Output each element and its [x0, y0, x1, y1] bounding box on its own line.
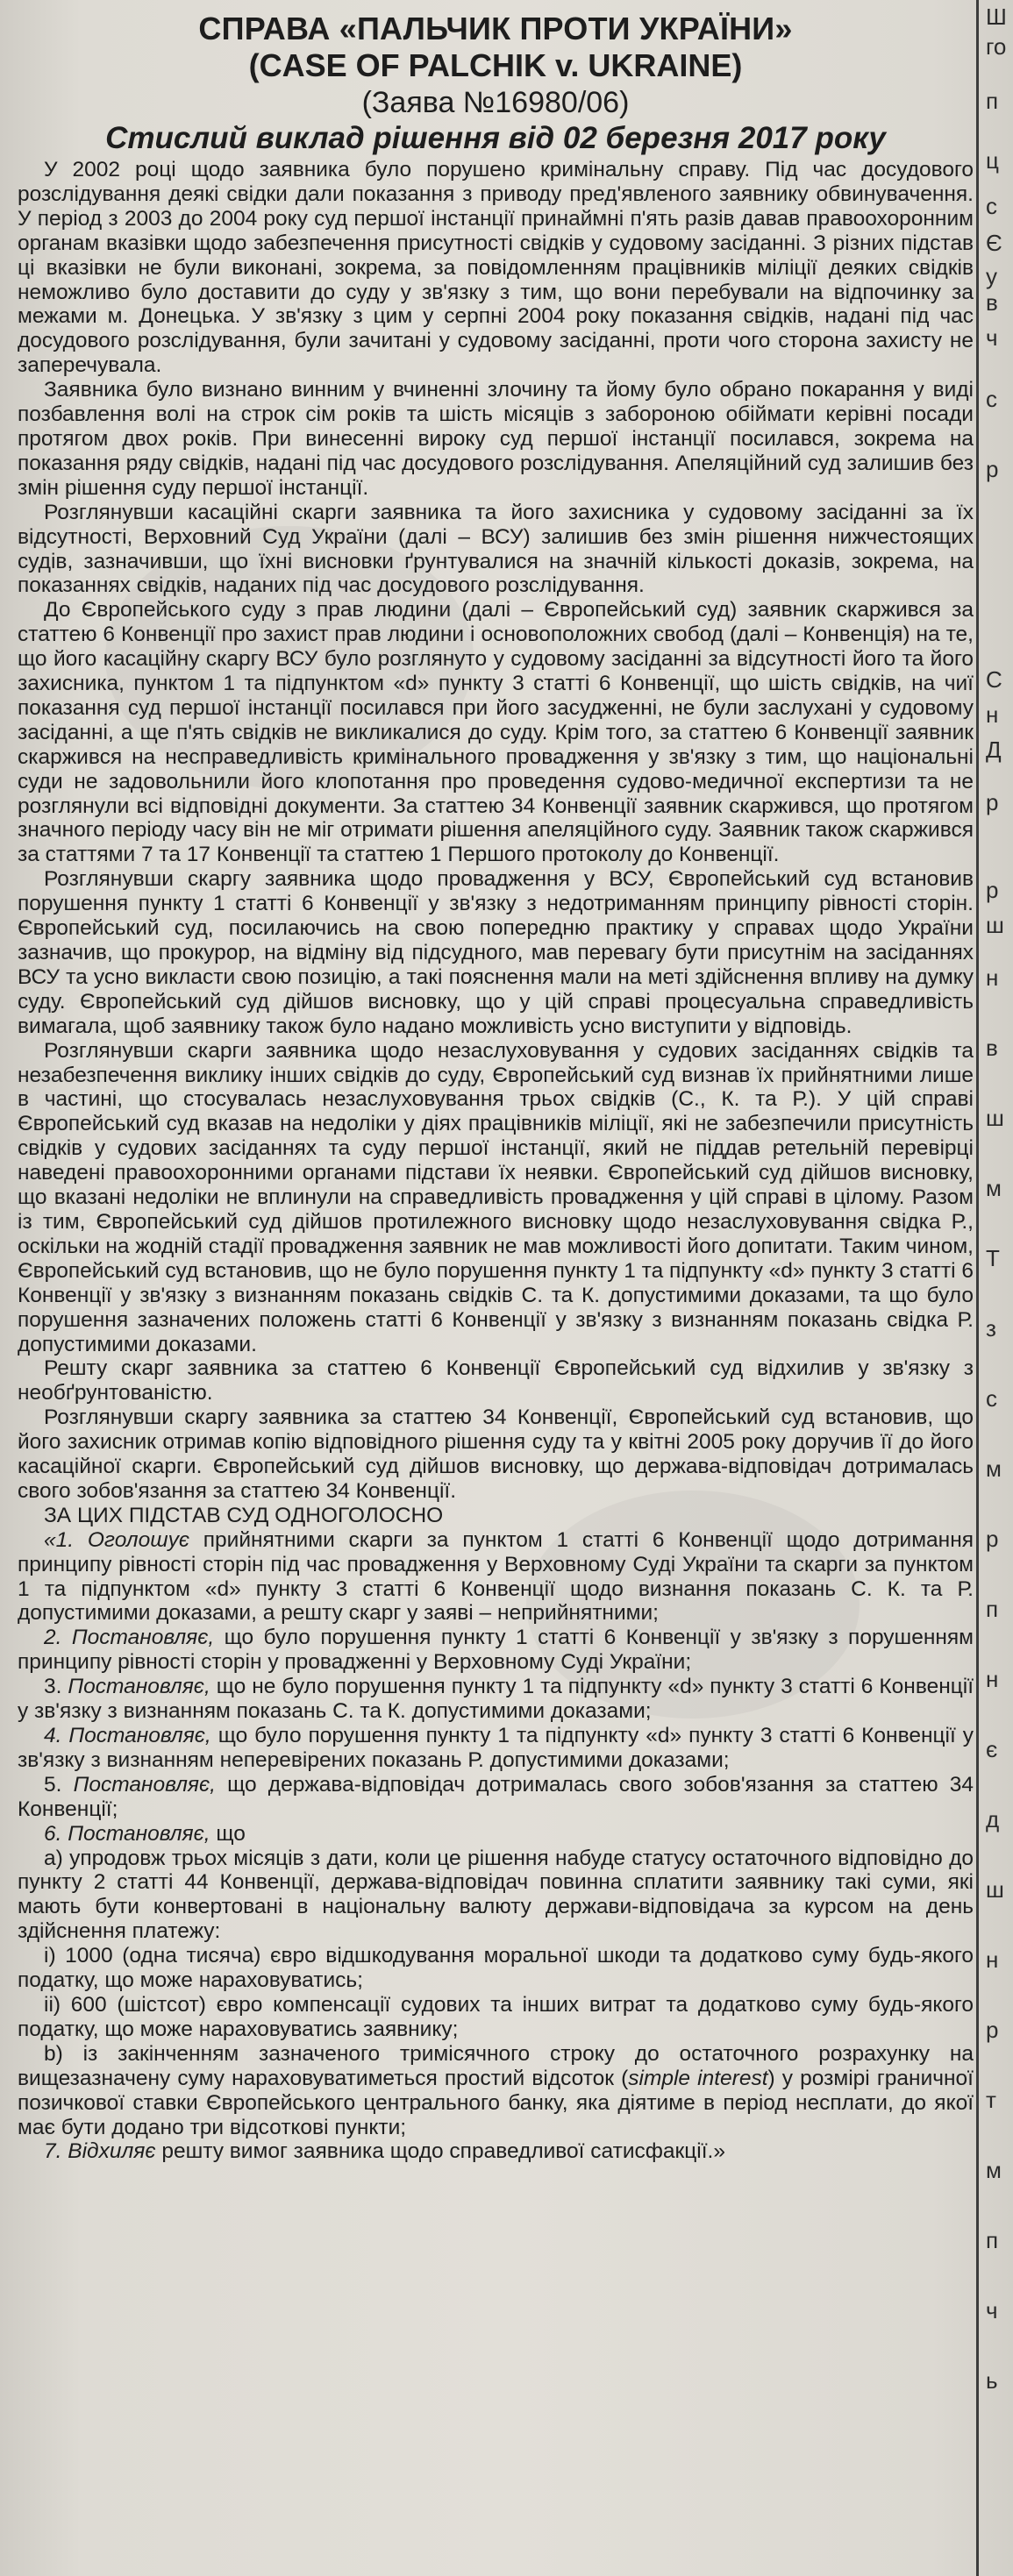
item-verb: Постановляє, — [68, 1675, 210, 1699]
resolution-item-4 — [18, 1724, 974, 1773]
item-number: 6. — [44, 1821, 62, 1846]
item-text: ) у розмірі граничної позичкової ставки Європейського центрального банку, яка діятиме в період несплати, до якої має бути додано три відсоткові пункти; — [18, 2066, 974, 2139]
paragraph: Решту скарг заявника за статтею 6 Конвенції Європейський суд відхилив у зв'язку з необґрунтованістю. — [18, 1356, 974, 1405]
neighbor-text-fragment: в — [986, 1035, 998, 1061]
item-verb: Оголошує — [87, 1527, 189, 1552]
neighbor-text-fragment: р — [986, 877, 999, 903]
item-text: решту вимог заявника щодо справедливої сатисфакції.» — [161, 2139, 725, 2164]
item-number: 2. — [44, 1626, 62, 1650]
neighbor-text-fragment: с — [986, 386, 997, 412]
item-text: що — [216, 1821, 246, 1846]
resolution-item-5 — [18, 1773, 974, 1822]
resolution-item-2 — [18, 1626, 974, 1675]
neighbor-text-fragment: с — [986, 1385, 997, 1412]
neighbor-text-fragment: з — [986, 1315, 996, 1341]
neighbor-text-fragment: ч — [986, 324, 998, 351]
neighbor-text-fragment: ш — [986, 912, 1004, 938]
item-verb: Постановляє, — [71, 1626, 215, 1650]
neighbor-text-fragment: р — [986, 2017, 999, 2043]
resolution-item-3 — [18, 1675, 974, 1724]
neighbor-text-fragment: с — [986, 193, 997, 219]
neighbor-text-fragment: р — [986, 789, 999, 815]
item-verb: Постановляє, — [68, 1724, 211, 1747]
neighbor-text-fragment: ь — [986, 2367, 998, 2394]
neighbor-text-fragment: у — [986, 263, 997, 289]
item-number: 7. — [44, 2139, 62, 2164]
application-number: (Заява №16980/06) — [361, 86, 630, 119]
resolution-item-6 — [18, 1822, 974, 1847]
resolution-item-6a-ii: іі) 600 (шістсот) євро компенсації судових та інших витрат та додатково суму будь-якого податку, що може нараховуватись заявнику; — [18, 1992, 974, 2041]
neighbor-text-fragment: д — [986, 1806, 1000, 1832]
item-text: що було порушення пункту 1 та підпункту «d» пункту 3 статті 6 Конвенції у зв'язку з визнанням неперевірених показань Р. допустимими доказами; — [18, 1724, 974, 1772]
paragraph: Розглянувши касаційні скарги заявника та його захисника у судовому засіданні за їх відсутності, Верховний Суд України (далі – ВСУ) залишив без змін рішення нижчестоящих судів, зазначивши, що їхні висновки ґрунтувалися на значній кількості доказів, зокрема, на показаннях свідків, наданих під час досудового розслідування. — [18, 500, 974, 598]
neighbor-text-fragment: т — [986, 2087, 996, 2113]
item-verb: Відхиляє — [68, 2139, 156, 2164]
resolution-heading: ЗА ЦИХ ПІДСТАВ СУД ОДНОГОЛОСНО — [44, 1503, 444, 1527]
item-text: що було порушення пункту 1 статті 6 Конвенції у зв'язку з порушенням принципу рівності сторін у провадженні у Верховному Суді України; — [18, 1626, 974, 1675]
neighbor-text-fragment: п — [986, 88, 999, 114]
neighbor-text-fragment: н — [986, 964, 999, 991]
resolution-item-7 — [18, 2139, 974, 2164]
neighbor-text-fragment: н — [986, 701, 999, 728]
case-title-english: (CASE OF PALCHIK v. UKRAINE) — [248, 47, 743, 83]
neighbor-text-fragment: Є — [986, 230, 1002, 256]
neighbor-text-fragment: ч — [986, 2297, 998, 2323]
summary-title: Стислий виклад рішення від 02 березня 2017 року — [105, 121, 886, 155]
neighbor-text-fragment: го — [986, 33, 1007, 60]
neighbor-text-fragment: Ш — [986, 4, 1007, 30]
neighbor-text-fragment: н — [986, 1946, 999, 1973]
item-text: b) із закінченням зазначеного тримісячного строку до остаточного розрахунку на вищезазначену суму нараховуватиметься простий відсоток ( — [18, 2041, 974, 2090]
item-number: 5. — [44, 1772, 62, 1797]
neighbor-text-fragment: н — [986, 1666, 999, 1692]
neighbor-text-fragment: С — [986, 666, 1002, 693]
resolution-item-6b — [18, 2042, 974, 2140]
paragraph: Розглянувши скарги заявника щодо незаслуховування у судових засіданнях свідків та незабезпечення виклику інших свідків до суду, Європейський суд визнав їх прийнятними лише в частині, що стосувалась незаслуховування трьох свідків (С., К. та Р.). У цій справі Європейський суд вказав на недоліки у діях працівників міліції, які не забезпечили присутність свідків у судових засіданнях та суду першої інстанції, який не піддав ретельній перевірці наведені правоохоронними органами підстави їх неявки. Європейський суд дійшов висновку, що вказані недоліки не вплинули на справедливість провадження у цій справі в цілому. Разом із тим, Європейський суд дійшов протилежного висновку щодо незаслуховування свідка Р., оскільки на жодній стадії провадження заявник не мав можливості його допитати. Таким чином, Європейський суд встановив, що не було порушення пункту 1 та підпункту «d» пункту 3 статті 6 Конвенції у зв'язку з визнанням показань свідків С. та К. допустимими доказами, та що було порушення зазначених положень статті 6 Конвенції у зв'язку з визнанням показань свідка Р. допустимими доказами. — [18, 1038, 974, 1356]
neighbor-text-fragment: ш — [986, 1876, 1004, 1903]
neighbor-text-fragment: ш — [986, 1105, 1004, 1131]
item-number: «1. — [44, 1527, 75, 1552]
neighbor-text-fragment: м — [986, 2157, 1002, 2183]
case-title: СПРАВА «ПАЛЬЧИК ПРОТИ УКРАЇНИ» — [198, 11, 793, 46]
neighbor-text-fragment: м — [986, 1455, 1002, 1482]
item-text: прийнятними скарги за пунктом 1 статті 6 Конвенції щодо дотримання принципу рівності сторін під час провадження у Верховному Суді України та скарги за пунктом 1 та підпунктом «d» пункту 3 статті 6 Конвенції щодо визнання показань С. К. та Р. допустимими доказами, а решту скарг у заяві – неприйнятними; — [18, 1527, 974, 1626]
resolution-item-1 — [18, 1528, 974, 1626]
item-text: що не було порушення пункту 1 та підпункту «d» пункту 3 статті 6 Конвенції у зв'язку з визнанням показань С. та К. допустимими доказами; — [18, 1675, 974, 1724]
paragraph: До Європейського суду з прав людини (далі – Європейський суд) заявник скаржився за статтею 6 Конвенції про захист прав людини і основоположних свобод (далі – Конвенція) на те, що його касаційну скаргу ВСУ було розглянуто у судовому засіданні за відсутності його та його захисника, пунктом 1 та підпунктом «d» пункту 3 статті 6 Конвенції, що шість свідків, на чиї показання суд першої інстанції посилався при його засудженні, не були заслухані у судовому засіданні, а ще п'ять свідків не викликалися до суду. Крім того, за статтею 6 Конвенції заявник скаржився на несправедливість кримінального провадження у зв'язку з тим, що національні суди не задовольнили його клопотання про проведення судово-медичної експертизи та не розглянули всі відповідні документи. За статтею 34 Конвенції заявник скаржився, що протягом значного періоду часу він не міг отримати рішення апеляційного суду. Заявник також скаржився за статтями 7 та 17 Конвенції та статтею 1 Першого протоколу до Конвенції. — [18, 598, 974, 867]
neighbor-text-fragment: в — [986, 289, 998, 316]
neighbor-text-fragment: п — [986, 1596, 999, 1622]
neighbor-text-fragment: м — [986, 1175, 1002, 1201]
paragraph: У 2002 році щодо заявника було порушено кримінальну справу. Під час досудового розслідування деякі свідки дали показання з приводу пред'явленого заявнику обвинувачення. У період з 2003 до 2004 року суд першої інстанції принаймні п'ять разів давав правоохоронним органам вказівки щодо забезпечення присутності свідків у судовому засіданні. З різних підстав ці вказівки не були виконані, зокрема, за повідомленням працівників міліції деяких свідків неможливо було доставити до суду у зв'язку з тим, що вони перебували на відпочинку за межами м. Донецька. У зв'язку з цим у серпні 2004 року показання свідків, надані під час досудового розслідування, були зачитані у судовому засіданні, проти чого сторона захисту не заперечувала. — [18, 158, 974, 378]
item-emphasis: simple interest — [628, 2066, 768, 2090]
neighbor-text-fragment: Т — [986, 1245, 1000, 1271]
item-text: що держава-відповідач дотрималась свого зобов'язання за статтею 34 Конвенції; — [18, 1772, 974, 1821]
item-number: 3. — [44, 1675, 62, 1699]
neighbor-text-fragment: є — [986, 1736, 998, 1762]
paragraph: Розглянувши скаргу заявника за статтею 34 Конвенції, Європейський суд встановив, що його захисник отримав копію відповідного рішення суду та у квітні 2005 року доручив її до його касаційної скарги. Європейський суд дійшов висновку, що держава-відповідач дотрималась свого зобов'язання за статтею 34 Конвенції. — [18, 1405, 974, 1503]
neighbor-text-fragment: Д — [986, 737, 1002, 763]
item-verb: Постановляє, — [68, 1821, 210, 1846]
item-number: 4. — [44, 1724, 62, 1747]
neighbor-text-fragment: ц — [986, 147, 999, 174]
neighbor-column-fragment — [982, 0, 1013, 2576]
item-verb: Постановляє, — [73, 1772, 216, 1797]
neighbor-text-fragment: п — [986, 2227, 999, 2253]
paragraph: Розглянувши скаргу заявника щодо провадження у ВСУ, Європейський суд встановив порушення пункту 1 статті 6 Конвенції у зв'язку з недотриманням принципу рівності сторін. Європейський суд, посилаючись на свою попередню практику у справах щодо України зазначив, що прокурор, на відміну від підсудного, мав перевагу бути присутнім на засіданнях ВСУ та усно викласти свою позицію, а такі пояснення мали на меті здійснення впливу на думку суду. Європейський суд дійшов висновку, що у цій справі процесуальна справедливість вимагала, щоб заявнику також було надано можливість усно виступити у відповідь. — [18, 867, 974, 1038]
article-column — [18, 4, 974, 2569]
paragraph: Заявника було визнано винним у вчиненні злочину та йому було обрано покарання у виді позбавлення волі на строк сім років та шість місяців з забороною обіймати керівні посади протягом двох років. При винесенні вироку суд першої інстанції посилався, зокрема на показання ряду свідків, надані під час досудового розслідування. Апеляційний суд залишив без змін рішення суду першої інстанції. — [18, 378, 974, 500]
resolution-item-6a: а) упродовж трьох місяців з дати, коли це рішення набуде статусу остаточного відповідно до пункту 2 статті 44 Конвенції, держава-відповідач повинна сплатити заявнику такі суми, які мають бути конвертовані в національну валюту держави-відповідача за курсом на день здійснення платежу: — [18, 1846, 974, 1944]
column-divider — [976, 0, 979, 2576]
neighbor-text-fragment: р — [986, 1526, 999, 1552]
neighbor-text-fragment: р — [986, 456, 999, 482]
resolution-item-6a-i: і) 1000 (одна тисяча) євро відшкодування моральної шкоди та додатково суму будь-якого податку, що може нараховуватись; — [18, 1944, 974, 1993]
